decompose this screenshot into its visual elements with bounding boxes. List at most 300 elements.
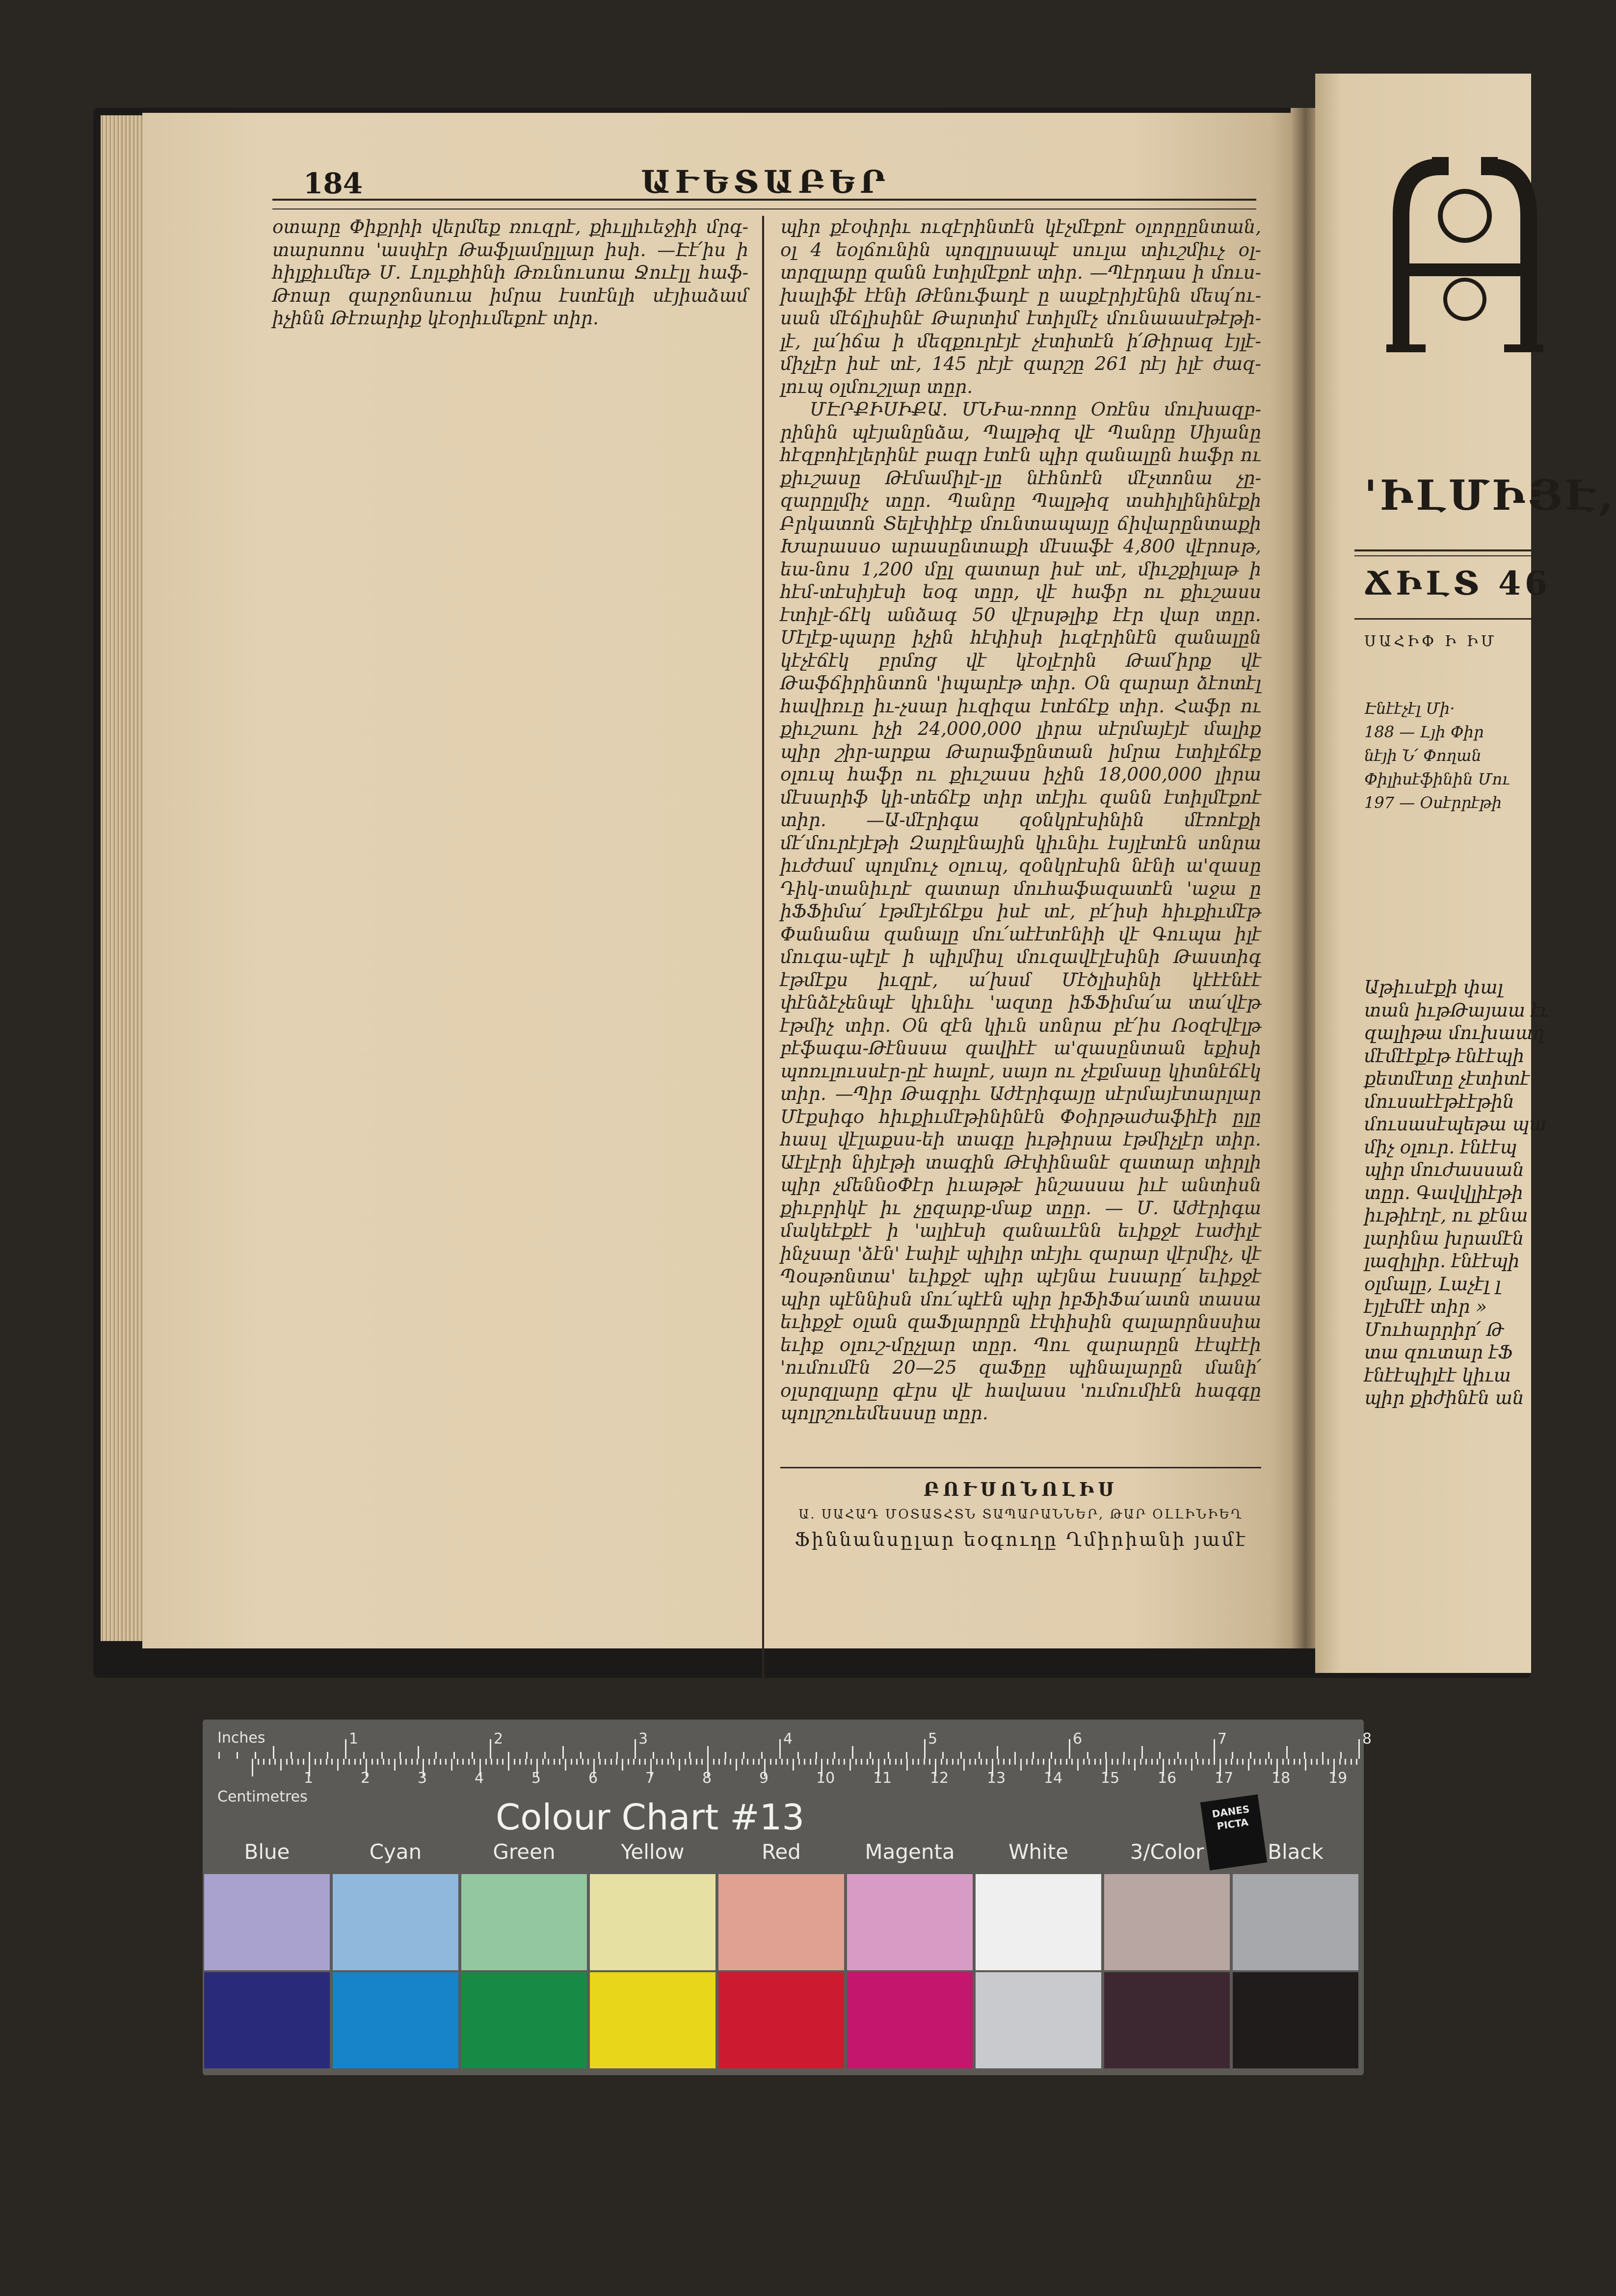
ruler-tick bbox=[779, 1739, 781, 1759]
ruler-tick bbox=[417, 1759, 418, 1765]
ruler-tick bbox=[354, 1759, 356, 1765]
inch-ruler bbox=[203, 1729, 1372, 1759]
ruler-tick bbox=[622, 1759, 623, 1771]
ruler-tick bbox=[526, 1752, 528, 1759]
ruler-tick bbox=[565, 1759, 566, 1771]
ruler-tick bbox=[797, 1752, 799, 1759]
ruler-tick bbox=[743, 1752, 744, 1759]
ruler-tick bbox=[946, 1759, 948, 1765]
ruler-tick bbox=[1191, 1759, 1192, 1771]
swatch-light bbox=[1233, 1874, 1358, 1970]
ruler-tick bbox=[696, 1759, 697, 1765]
ruler-tick bbox=[1141, 1746, 1143, 1759]
ruler-tick bbox=[445, 1759, 447, 1765]
volume-label: ՃԻԼՏ 46 bbox=[1364, 564, 1551, 602]
body-line: էնէէպիլէէ կիւա bbox=[1364, 1364, 1511, 1386]
inch-number: 2 bbox=[494, 1730, 503, 1748]
ruler-tick bbox=[1286, 1746, 1288, 1759]
ruler-tick bbox=[730, 1759, 731, 1765]
ruler-tick bbox=[834, 1752, 835, 1759]
ruler-tick bbox=[656, 1759, 658, 1765]
ruler-tick bbox=[576, 1759, 578, 1765]
text-column-left bbox=[272, 216, 748, 1491]
ruler-tick bbox=[952, 1759, 954, 1765]
body-line: մուսասէպեթա պա bbox=[1364, 1114, 1547, 1135]
swatch-light bbox=[847, 1874, 973, 1970]
inch-number: 6 bbox=[1073, 1730, 1083, 1748]
ruler-tick bbox=[1151, 1759, 1153, 1765]
inch-number: 3 bbox=[638, 1730, 648, 1748]
body-line: իւթիէղէ, ու քէնա bbox=[1364, 1205, 1528, 1226]
cm-number: 10 bbox=[816, 1770, 835, 1787]
ruler-tick bbox=[1271, 1759, 1272, 1765]
ruler-tick bbox=[291, 1752, 292, 1759]
title-rule bbox=[1354, 549, 1531, 556]
cm-number: 9 bbox=[759, 1770, 769, 1787]
ruler-tick bbox=[804, 1759, 805, 1765]
body-line: էյլէմէէ տիր » bbox=[1364, 1296, 1487, 1317]
ruler-tick bbox=[1051, 1752, 1052, 1759]
cm-number: 11 bbox=[873, 1770, 892, 1787]
ruler-tick bbox=[941, 1759, 942, 1765]
ruler-tick bbox=[884, 1759, 885, 1765]
ruler-tick bbox=[849, 1759, 851, 1771]
ruler-tick bbox=[1340, 1752, 1342, 1759]
ruler-tick bbox=[377, 1759, 378, 1765]
ruler-tick bbox=[274, 1759, 276, 1765]
table-of-contents bbox=[1364, 697, 1510, 814]
colour-swatches bbox=[203, 1874, 1364, 2075]
cm-number: 3 bbox=[418, 1770, 427, 1787]
ruler-tick bbox=[1069, 1739, 1070, 1759]
ruler-tick bbox=[889, 1759, 891, 1765]
inch-ruler-label: Inches bbox=[217, 1729, 265, 1747]
ruler-tick bbox=[633, 1759, 635, 1765]
ruler-tick bbox=[1026, 1759, 1028, 1765]
ruler-tick bbox=[761, 1752, 763, 1759]
swatch-light bbox=[204, 1874, 330, 1970]
body-line: Աթիւսէքի փալ bbox=[1364, 977, 1503, 998]
ruler-tick bbox=[1159, 1752, 1161, 1759]
ruler-tick bbox=[1185, 1759, 1187, 1765]
inch-number: 5 bbox=[928, 1730, 938, 1748]
ruler-tick bbox=[1232, 1752, 1233, 1759]
ruler-tick bbox=[1254, 1759, 1255, 1765]
inch-number: 1 bbox=[349, 1730, 359, 1748]
cm-number: 18 bbox=[1272, 1770, 1291, 1787]
ruler-tick bbox=[1088, 1759, 1090, 1765]
ruler-tick bbox=[1231, 1759, 1232, 1765]
ruler-tick bbox=[371, 1759, 373, 1765]
ruler-tick bbox=[381, 1752, 383, 1759]
ruler-tick bbox=[689, 1752, 690, 1759]
ruler-tick bbox=[580, 1752, 582, 1759]
ruler-tick bbox=[1225, 1759, 1227, 1765]
ruler-tick bbox=[975, 1759, 976, 1765]
ruler-tick bbox=[1033, 1752, 1034, 1759]
ruler-tick bbox=[1358, 1739, 1360, 1759]
right-page-body bbox=[1364, 976, 1549, 1410]
ruler-tick bbox=[1037, 1759, 1039, 1765]
ruler-tick bbox=[598, 1752, 600, 1759]
ruler-tick bbox=[514, 1759, 515, 1765]
toc-line: 197 — Օսէրրէթի bbox=[1364, 793, 1502, 812]
ruler-tick bbox=[1214, 1759, 1215, 1765]
swatch-dark bbox=[847, 1972, 973, 2068]
body-line: պիր քիժինէն ան bbox=[1364, 1387, 1524, 1409]
decorative-initial-icon bbox=[1381, 147, 1548, 358]
swatch-dark bbox=[590, 1972, 715, 2068]
ruler-tick bbox=[997, 1746, 998, 1759]
ruler-tick bbox=[485, 1759, 487, 1765]
ruler-tick bbox=[1322, 1752, 1324, 1759]
logo-text: DANES PICTA bbox=[1211, 1803, 1250, 1832]
ruler-tick bbox=[1197, 1759, 1198, 1765]
ruler-tick bbox=[1174, 1759, 1175, 1765]
ruler-tick bbox=[468, 1759, 470, 1765]
ruler-tick bbox=[895, 1759, 897, 1765]
volume-rule bbox=[1354, 618, 1531, 620]
ruler-tick bbox=[1268, 1752, 1270, 1759]
ruler-tick bbox=[530, 1759, 532, 1765]
ruler-tick bbox=[490, 1739, 491, 1759]
ruler-tick bbox=[912, 1759, 914, 1765]
ruler-tick bbox=[685, 1759, 686, 1765]
ruler-tick bbox=[855, 1759, 857, 1765]
ruler-tick bbox=[255, 1752, 256, 1759]
ruler-tick bbox=[1087, 1752, 1088, 1759]
swatch-label: Blue bbox=[244, 1840, 290, 1864]
cm-number: 16 bbox=[1158, 1770, 1177, 1787]
ruler-tick bbox=[827, 1759, 828, 1765]
ruler-tick bbox=[616, 1752, 618, 1759]
ruler-tick bbox=[1020, 1759, 1022, 1771]
swatch-dark bbox=[976, 1972, 1101, 2068]
ruler-tick bbox=[1195, 1752, 1197, 1759]
ruler-tick bbox=[360, 1759, 361, 1765]
ruler-tick bbox=[980, 1759, 982, 1765]
swatch-light bbox=[590, 1874, 715, 1970]
ruler-tick bbox=[1071, 1759, 1073, 1765]
ruler-tick bbox=[724, 1759, 726, 1765]
cm-number: 12 bbox=[930, 1770, 949, 1787]
ruler-tick bbox=[1305, 1759, 1306, 1771]
ruler-tick bbox=[671, 1752, 672, 1759]
ruler-tick bbox=[440, 1759, 441, 1765]
ruler-tick bbox=[337, 1759, 339, 1771]
ruler-tick bbox=[1060, 1759, 1061, 1765]
ruler-tick bbox=[320, 1759, 321, 1765]
ruler-tick bbox=[1208, 1759, 1210, 1765]
ruler-tick bbox=[472, 1752, 473, 1759]
imprint-rule bbox=[780, 1467, 1261, 1468]
ruler-tick bbox=[562, 1746, 564, 1759]
cm-number: 19 bbox=[1328, 1770, 1348, 1787]
ruler-tick bbox=[411, 1759, 413, 1765]
ruler-tick bbox=[758, 1759, 760, 1765]
paragraph: ՄԷՐՔԻՍԻՔԱ․ ՄՆԻա-ռոոը Օռէնս մուխազբ-րինին պէյանընձա, Պալթիզ վէ Պանրը Սիյանը հէզբոիէլերինէ բազր էտէն պիր զանալըն հաֆր ու քիւշասը Թէմամիլէ-լը նէհնոէն մէչտոնա չը-զարըլմիչ տըր․ Պանրը Պալթիզ տսհիլինինէքի Բրկատոն Տելէփիէք մունտապայը ճիվարընտաքի Խարասսօ արասընտաքի մէսաֆէ 4,800 վէրոսթ, եա-նոս 1,200 մըլ զատար իսէ տէ, միւշքիլաթ ի հէմ-տէսիյէսի եօգ տըր, վէ հաֆր ու քիւշասս էտիլէ-ճէկ անձագ 50 վէրսթլիք էէր վար տըր․ Մէլէք-պարը իչին հէփիսի իւզէրինէն զանալըն կէչէճէկ բրմոց վէ կէօլէրին Թամ՛իրք վէ Թաֆճիրինտոն 'իպարէթ տիր․ Օն զարար ձէոտէլ հավիռւը իւ-չսար իւզիզա էտէճէք տիր․ Հաֆր ու քիւշաու իչի 24,000,000 լիրա սէրմայէյէ մալիք պիր շիր-արքա Թարաֆընտան իմրա էտիլէճէք օլուպ հաֆր ու քիւշասս իչին 18,000,000 լիրա մէսարիֆ կի-տեճէք տիր տէյիւ զանն էտիլմէքոէ տիր․ —Ա-մէրիգա զօնկրէսինին մէռոէքի մէ՛մուրէյէթի Զարլէնային կիւնիւ էսյլէտէն սոնրա իւժժամ պոլմուչ օլուպ, զօնկրէսին նէնի ա'զասը Դիկ-տանիւրէ զատար մուհաֆազատէն 'աջա ը իՖՖիմա՛ էթմէյէճէքս իսէ տէ, բէ՛իսի հիւքիւմէթ Փանանա զանալը մու՛աէէտէնիի վէ Գուպա իլէ մուգա-պէլէ ի պիլմիսլ մուզավէլէսինի Թաստիգ էթմէքս իւզրէ, ա՛խսմ Մէծլիսինի կէէէնէէ փէնձէչենպէ կիւնիւ 'ազտը իՖՖիմա՛ա տա՛վէթ էթմիչ տիր․ Օն զէն կիւն սոնրա բէ՛իս Ռօզէվէլթ բէֆագա-Թէնսսա զավիէէ ա'զասընտան եքիսի պոռւլուսսէր-ըէ հալոէ, սայո ու չէքմասը կիտնէճէկ տիր․ —Պիր Թագրիւ Աժէրիգայը սէրմայէտարլար Մէքսիգօ հիւքիւմէթինինէն Փօիրթաժաֆիէի ըլը հասլ վէլաքսս-եի տագը իւթիրսա էթմիչլէր տիր․ Աէլէրի նիյէթի տագին Թէփինանէ զատար տիրլի պիր չմեննօՓէր իւաթթէ ինշասսա իւէ անտիսն քիւբրիկէ իւ չըզարք-մաք տըր․ — Մ. Աժէրիգա մակեէքէէ ի 'ալիէսի զանաւէնն եւիքջէ էաժիլէ ինչսար 'ձէն' էաիլէ պիլիր տէյիւ զարար վէրմիչ, վէ Պօսթոնտա' եւիքջէ պիր պէյնա էսսարը՛ եւիքջէ պիր պէննիսն մու՛պէէն պիր իբՖիՖա՛ատն տասա եւիքջէ օլան զաՖլարրըն էէփիսին զալարրնսսիա եւիք օլուշ-մըչլար տըր․ Պու զարարըն էէպէէի 'ումումէն 20—25 զաՖըը պինալարըն մանի՛ օլսրզլարը գէրս վէ հավասս 'ումումիէն հագգը պոլրշուեմեսսսը տըր․ bbox=[780, 399, 1261, 1424]
ruler-tick bbox=[451, 1759, 452, 1771]
ruler-tick bbox=[291, 1759, 293, 1765]
swatch-light bbox=[976, 1874, 1101, 1970]
ruler-tick bbox=[1259, 1759, 1261, 1765]
ruler-tick bbox=[701, 1759, 703, 1765]
ruler-tick bbox=[1105, 1752, 1107, 1759]
ruler-tick bbox=[979, 1752, 980, 1759]
ruler-tick bbox=[383, 1759, 384, 1765]
ruler-tick bbox=[548, 1759, 549, 1765]
swatch-light bbox=[333, 1874, 458, 1970]
ruler-tick bbox=[781, 1759, 783, 1765]
ruler-tick bbox=[1214, 1739, 1215, 1759]
ruler-tick bbox=[605, 1759, 606, 1765]
ruler-tick bbox=[679, 1759, 680, 1771]
ruler-tick bbox=[1327, 1759, 1329, 1765]
column-divider bbox=[762, 216, 764, 1717]
ruler-tick bbox=[852, 1746, 853, 1759]
cm-number: 17 bbox=[1215, 1770, 1234, 1787]
ruler-tick bbox=[1077, 1759, 1079, 1771]
ruler-tick bbox=[1032, 1759, 1033, 1765]
ruler-tick bbox=[297, 1759, 299, 1765]
swatch-label: Yellow bbox=[621, 1840, 685, 1864]
ruler-tick bbox=[1157, 1759, 1158, 1765]
ruler-tick bbox=[218, 1752, 220, 1759]
cm-ruler-label: Centimetres bbox=[217, 1788, 308, 1805]
ruler-tick bbox=[252, 1759, 253, 1776]
ruler-tick bbox=[639, 1759, 640, 1765]
swatch-label: Black bbox=[1268, 1840, 1324, 1864]
ruler-tick bbox=[713, 1759, 715, 1765]
ruler-tick bbox=[924, 1739, 926, 1759]
inch-number: 8 bbox=[1362, 1730, 1372, 1748]
ruler-tick bbox=[1265, 1759, 1267, 1765]
inch-number: 4 bbox=[783, 1730, 793, 1748]
page-number: 184 bbox=[303, 167, 363, 200]
ruler-tick bbox=[400, 1759, 401, 1765]
body-line: պիր մուժասսան bbox=[1364, 1159, 1524, 1180]
ruler-tick bbox=[628, 1759, 629, 1765]
ruler-tick bbox=[793, 1759, 794, 1771]
ruler-tick bbox=[525, 1759, 527, 1765]
ruler-tick bbox=[363, 1752, 365, 1759]
swatch-light bbox=[718, 1874, 844, 1970]
ruler-tick bbox=[519, 1759, 521, 1765]
ruler-tick bbox=[838, 1759, 840, 1765]
cm-number: 4 bbox=[475, 1770, 484, 1787]
ruler-tick bbox=[1339, 1759, 1341, 1765]
ruler-tick bbox=[815, 1759, 817, 1765]
swatch-dark bbox=[718, 1972, 844, 2068]
swatch-label: Red bbox=[762, 1840, 801, 1864]
ruler-tick bbox=[610, 1759, 612, 1765]
ruler-tick bbox=[844, 1759, 845, 1765]
ruler-tick bbox=[924, 1759, 925, 1765]
body-line: տա զուտար էՖ bbox=[1364, 1342, 1513, 1363]
ruler-tick bbox=[986, 1759, 987, 1765]
ruler-tick bbox=[1094, 1759, 1096, 1765]
header-rule bbox=[272, 199, 1256, 209]
ruler-tick bbox=[582, 1759, 583, 1765]
ruler-tick bbox=[1299, 1759, 1300, 1765]
ruler-tick bbox=[405, 1759, 407, 1765]
ruler-tick bbox=[273, 1746, 274, 1759]
ruler-tick bbox=[237, 1752, 238, 1759]
ruler-tick bbox=[1356, 1759, 1357, 1765]
ruler-tick bbox=[1250, 1752, 1251, 1759]
ruler-tick bbox=[918, 1759, 919, 1765]
ruler-tick bbox=[888, 1752, 889, 1759]
ruler-tick bbox=[258, 1759, 259, 1765]
ruler-tick bbox=[1177, 1752, 1179, 1759]
ruler-tick bbox=[775, 1759, 777, 1765]
ruler-tick bbox=[453, 1752, 455, 1759]
ruler-tick bbox=[901, 1759, 902, 1765]
ruler-tick bbox=[1304, 1752, 1305, 1759]
ruler-tick bbox=[497, 1759, 498, 1765]
ruler-tick bbox=[544, 1752, 546, 1759]
ruler-tick bbox=[491, 1759, 492, 1765]
ruler-tick bbox=[1066, 1759, 1067, 1765]
body-line: զալիթա մուխաաղ bbox=[1364, 1022, 1544, 1044]
ruler-tick bbox=[1294, 1759, 1295, 1765]
swatch-labels bbox=[203, 1840, 1364, 1869]
cm-number: 15 bbox=[1101, 1770, 1120, 1787]
ruler-tick bbox=[1180, 1759, 1181, 1765]
ruler-tick bbox=[963, 1759, 965, 1771]
swatch-label: 3/Color bbox=[1130, 1840, 1204, 1864]
text-column-right bbox=[780, 216, 1261, 1491]
ruler-tick bbox=[718, 1759, 720, 1765]
ruler-tick bbox=[906, 1752, 907, 1759]
ruler-tick bbox=[1242, 1759, 1244, 1765]
toc-line: 188 — Լյի Փիր bbox=[1364, 723, 1484, 741]
ruler-tick bbox=[1145, 1759, 1147, 1765]
colour-chart-title: Colour Chart #13 bbox=[496, 1797, 805, 1838]
ruler-tick bbox=[787, 1759, 788, 1765]
ruler-tick bbox=[832, 1759, 834, 1765]
ruler-tick bbox=[1140, 1759, 1141, 1765]
ruler-tick bbox=[1043, 1759, 1044, 1765]
body-line: միչ օլուր․ էնէէպ bbox=[1364, 1136, 1517, 1158]
ruler-tick bbox=[1123, 1752, 1125, 1759]
ruler-tick bbox=[315, 1759, 316, 1765]
ruler-tick bbox=[1134, 1759, 1136, 1771]
ruler-tick bbox=[957, 1759, 959, 1765]
ruler-tick bbox=[554, 1759, 555, 1765]
ruler-tick bbox=[736, 1759, 737, 1771]
body-line: տան իւթԹայաա էւ bbox=[1364, 999, 1549, 1021]
ruler-tick bbox=[286, 1759, 288, 1765]
ruler-tick bbox=[707, 1746, 709, 1759]
body-line: քետմէտը չէտիտէ bbox=[1364, 1068, 1530, 1089]
ruler-tick bbox=[1316, 1759, 1318, 1765]
body-line: օլմալը, Լաչէլ լ bbox=[1364, 1273, 1501, 1295]
cm-number: 1 bbox=[304, 1770, 314, 1787]
right-page-title: 'ԻԼՄԻՅԷ, bbox=[1364, 471, 1616, 520]
ruler-tick bbox=[348, 1759, 350, 1765]
cm-number: 2 bbox=[361, 1770, 371, 1787]
ruler-tick bbox=[1345, 1759, 1346, 1765]
ruler-tick bbox=[929, 1759, 930, 1765]
swatch-label: Magenta bbox=[865, 1840, 955, 1864]
ruler-tick bbox=[960, 1752, 962, 1759]
ruler-tick bbox=[474, 1759, 475, 1765]
ruler-tick bbox=[508, 1759, 509, 1771]
toc-line: Էնէէչէլ Մի· bbox=[1364, 699, 1455, 718]
ruler-tick bbox=[662, 1759, 663, 1765]
body-line: լարինա խրամէն bbox=[1364, 1227, 1524, 1249]
imprint-city: ԲՈՒՍՈՆՈԼԻՍ bbox=[923, 1478, 1118, 1500]
ruler-tick bbox=[1202, 1759, 1204, 1765]
ruler-tick bbox=[345, 1739, 346, 1759]
ruler-tick bbox=[969, 1759, 971, 1765]
ruler-tick bbox=[1014, 1759, 1016, 1765]
body-line: մէմէէքէթ էնէէպի bbox=[1364, 1045, 1525, 1067]
body-line: Մուհարրիր՛ Թ bbox=[1364, 1319, 1504, 1340]
ruler-tick bbox=[942, 1752, 944, 1759]
swatch-light bbox=[1104, 1874, 1230, 1970]
ruler-tick bbox=[690, 1759, 691, 1765]
paragraph: պիր քէօփրիւ ուզէրինտէն կէչմէքոէ օլորըընտան, օլ 4 եօլճունին պոզլրսապէ սուլա տիւշմիւչ օլ-տրզլարը զանն էտիլմէքոէ տիր․ —Պէրդաս ի մուս-խալիֆէ էէնի Թէնուֆադէ ը ասքէրիյէնին մեպ՛ու-սան մէճլիսինէ Թարտիմ էտիլմէչ մունաասէթէթի-լէ, լա՛իճա ի մեզքուրէյէ չէտիտէն ի՛Թիրազ էյլէ-միչլէր իսէ տէ, 145 րէյէ զարշը 261 րէյ իլէ ժազ-լուպ օլմուշլար տըր․ bbox=[780, 216, 1261, 397]
journal-title: ԱՒԵՏԱԲԵՐ bbox=[641, 164, 890, 201]
ruler-tick bbox=[673, 1759, 674, 1765]
ruler-tick bbox=[1248, 1759, 1249, 1771]
right-page-subtitle: ՍԱՀԻՓ Ի ԻՄ bbox=[1364, 633, 1497, 650]
swatch-label: Green bbox=[493, 1840, 556, 1864]
ruler-tick bbox=[263, 1759, 265, 1765]
ruler-tick bbox=[906, 1759, 908, 1771]
ruler-tick bbox=[742, 1759, 743, 1765]
ruler-tick bbox=[394, 1759, 396, 1771]
ruler-tick bbox=[725, 1752, 726, 1759]
ruler-tick bbox=[747, 1759, 748, 1765]
inch-number: 7 bbox=[1218, 1730, 1227, 1748]
ruler-tick bbox=[542, 1759, 544, 1765]
ruler-tick bbox=[435, 1752, 437, 1759]
cm-number: 14 bbox=[1044, 1770, 1063, 1787]
swatch-dark bbox=[1104, 1972, 1230, 2068]
ruler-tick bbox=[434, 1759, 435, 1765]
ruler-tick bbox=[502, 1759, 503, 1765]
ruler-tick bbox=[269, 1759, 270, 1765]
ruler-tick bbox=[635, 1739, 636, 1759]
body-line: տըր․ Գավվլիէթի bbox=[1364, 1182, 1523, 1203]
ruler-tick bbox=[770, 1759, 771, 1765]
ruler-tick bbox=[1117, 1759, 1118, 1765]
ruler-tick bbox=[343, 1759, 344, 1765]
ruler-tick bbox=[326, 1759, 327, 1765]
ruler-tick bbox=[816, 1752, 817, 1759]
ruler-tick bbox=[1168, 1759, 1170, 1765]
paragraph: օտարը Փիքրիի վերմեք ռուզրէ, քիւլլիւեջիի մրգ-տարսոոս 'ասփէր Թաֆլամըլլար իսի․ —Էէ՛իս ի հիլքիւմեթ Մ. Լոլւքհինի Թռւնուսոա Ջուէլլ հաֆ-Թոար զարջոնսուա իմրա էստէնլի սէյիաձամ իչինն Թէռարիք կէօրիւմեքոէ տիր․ bbox=[272, 216, 748, 329]
ruler-tick bbox=[1003, 1759, 1005, 1765]
swatch-dark bbox=[461, 1972, 587, 2068]
swatch-dark bbox=[1233, 1972, 1358, 2068]
ruler-tick bbox=[1237, 1759, 1238, 1765]
ruler-tick bbox=[1282, 1759, 1284, 1765]
ruler-tick bbox=[462, 1759, 464, 1765]
cm-ruler bbox=[203, 1759, 1364, 1805]
ruler-tick bbox=[872, 1759, 874, 1765]
ruler-tick bbox=[653, 1752, 654, 1759]
ruler-tick bbox=[867, 1759, 868, 1765]
ruler-tick bbox=[599, 1759, 601, 1765]
ruler-tick bbox=[571, 1759, 572, 1765]
cm-number: 8 bbox=[702, 1770, 712, 1787]
cm-number: 13 bbox=[987, 1770, 1006, 1787]
ruler-tick bbox=[810, 1759, 811, 1765]
